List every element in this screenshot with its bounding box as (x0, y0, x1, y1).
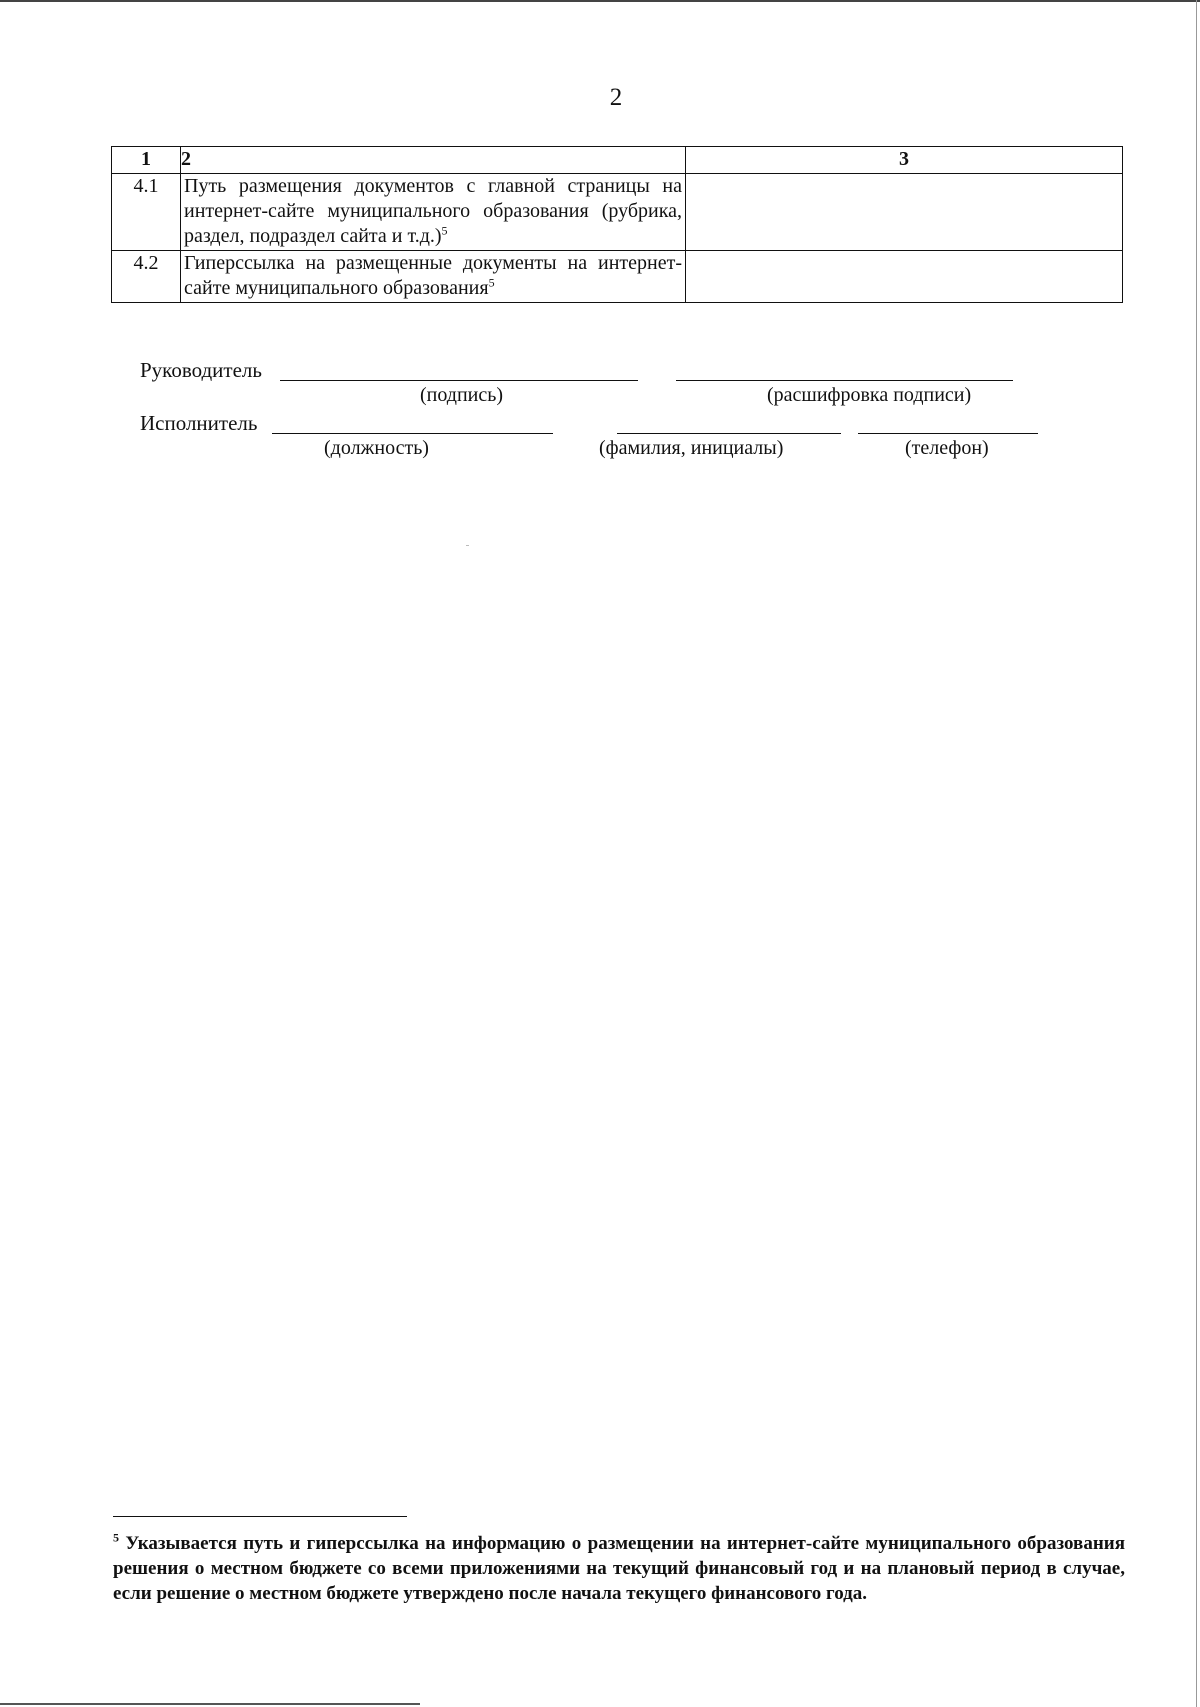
head-signature-line[interactable] (280, 380, 638, 381)
scan-edge-bottom (0, 1703, 420, 1705)
footnote-separator (113, 1516, 407, 1517)
executor-position-line[interactable] (272, 433, 553, 434)
footnote-mark: 5 (113, 1530, 119, 1545)
executor-label: Исполнитель (140, 411, 258, 435)
table-row (112, 251, 1123, 303)
footnote (113, 1531, 1125, 1606)
table-header-cell: 3 (686, 147, 1123, 174)
page-number: 2 (609, 84, 623, 111)
row-value-cell[interactable] (686, 174, 1123, 251)
table-header-cell: 1 (112, 147, 181, 174)
executor-phone-caption: (телефон) (905, 437, 989, 459)
executor-phone-line[interactable] (858, 433, 1038, 434)
executor-position-caption: (должность) (324, 437, 429, 459)
executor-name-line[interactable] (617, 433, 841, 434)
row-description-text: Путь размещения документов с главной страницы на интернет-сайте муниципального образования (рубрика, раздел, подраздел сайта и т.д.) (184, 175, 682, 247)
footnote-ref: 5 (488, 275, 495, 290)
executor-name-caption: (фамилия, инициалы) (599, 437, 784, 459)
table-row (112, 174, 1123, 251)
form-table (111, 146, 1123, 303)
head-decode-caption: (расшифровка подписи) (767, 384, 972, 406)
row-number: 4.2 (112, 251, 181, 303)
table-header-row (112, 147, 1123, 174)
head-label: Руководитель (140, 358, 262, 382)
row-description (181, 174, 686, 251)
row-value-cell[interactable] (686, 251, 1123, 303)
scan-edge-top (0, 0, 1200, 2)
row-description-text: Гиперссылка на размещенные документы на интернет-сайте муниципального образования (184, 252, 682, 299)
scan-edge-right (1196, 0, 1197, 1707)
head-sign-caption: (подпись) (420, 384, 504, 406)
table-header-cell: 2 (181, 147, 686, 174)
row-description (181, 251, 686, 303)
row-number: 4.1 (112, 174, 181, 251)
footnote-text: Указывается путь и гиперссылка на информацию о размещении на интернет-сайте муниципального образования решения о местном бюджете со всеми приложениями на текущий финансовый год и на плановый период в случае, если решение о местном бюджете утверждено после начала текущего финансового года. (113, 1533, 1125, 1604)
footnote-ref: 5 (441, 223, 448, 238)
scan-speck (466, 545, 469, 546)
head-decode-line[interactable] (676, 380, 1013, 381)
